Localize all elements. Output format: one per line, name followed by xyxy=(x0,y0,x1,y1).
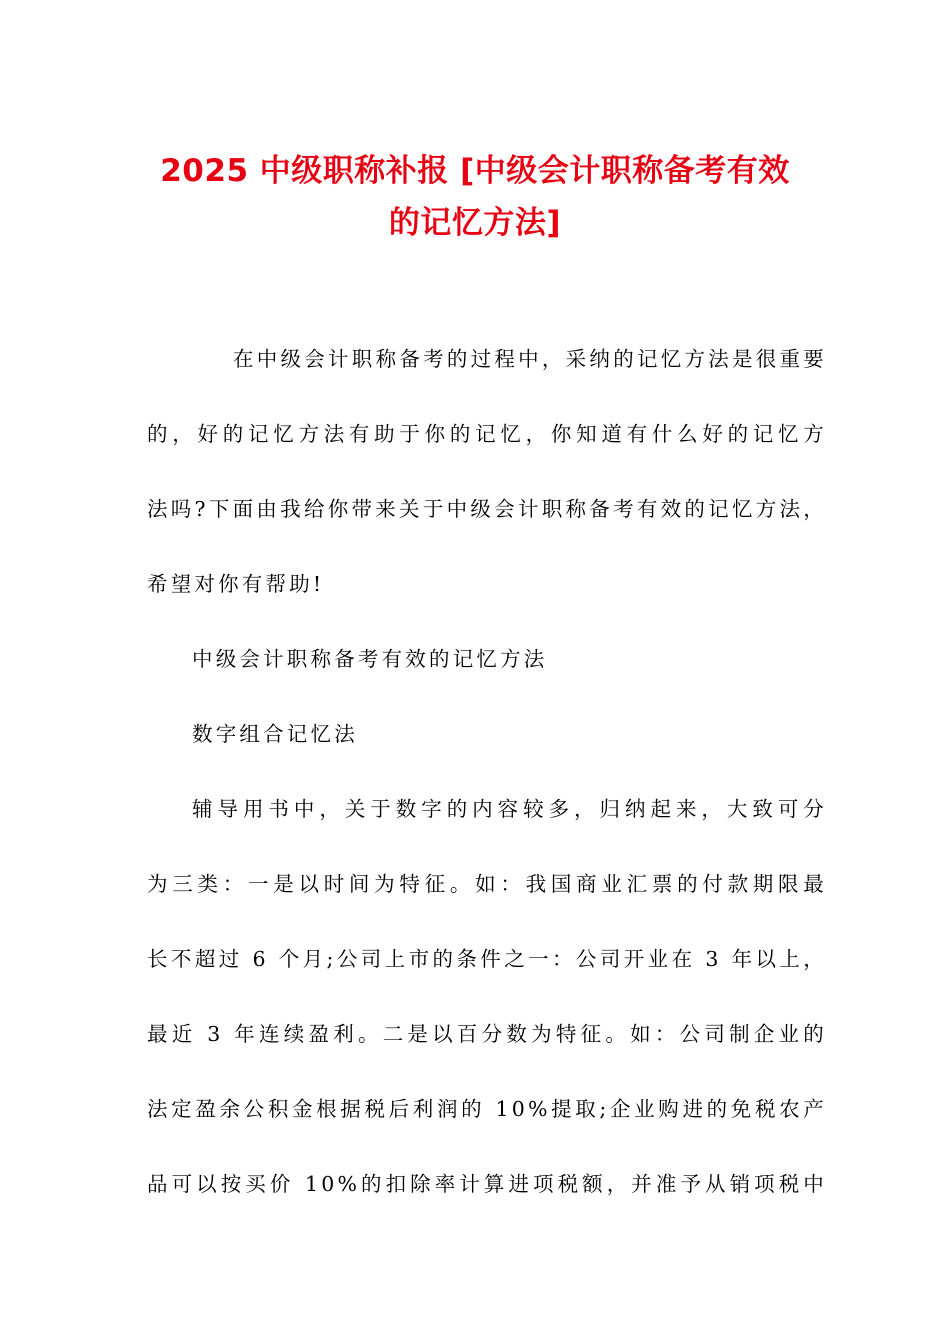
title-line-1: 2025 中级职称补报 [中级会计职称备考有效 xyxy=(160,153,790,189)
body-line: 最近 3 年连续盈利。二是以百分数为特征。如：公司制企业的 xyxy=(147,1022,827,1046)
body-line: 辅导用书中，关于数字的内容较多，归纳起来，大致可分 xyxy=(192,797,827,821)
body-line: 法定盈余公积金根据税后利润的 10%提取;企业购进的免税农产 xyxy=(147,1097,827,1121)
body-line: 长不超过 6 个月;公司上市的条件之一：公司开业在 3 年以上， xyxy=(147,947,827,971)
body-line: 在中级会计职称备考的过程中，采纳的记忆方法是很重要 xyxy=(233,347,827,371)
body-line: 品可以按买价 10%的扣除率计算进项税额，并准予从销项税中 xyxy=(147,1172,827,1196)
title-line-2: 的记忆方法] xyxy=(388,205,562,241)
subsection-heading: 数字组合记忆法 xyxy=(192,722,358,746)
section-heading: 中级会计职称备考有效的记忆方法 xyxy=(192,647,548,671)
body-line: 希望对你有帮助! xyxy=(147,572,325,596)
body-line: 法吗?下面由我给你带来关于中级会计职称备考有效的记忆方法， xyxy=(147,497,827,521)
document-title xyxy=(100,145,850,249)
body-line: 为三类：一是以时间为特征。如：我国商业汇票的付款期限最 xyxy=(147,872,827,896)
body-line: 的，好的记忆方法有助于你的记忆，你知道有什么好的记忆方 xyxy=(147,422,827,446)
document-body xyxy=(147,322,827,1222)
